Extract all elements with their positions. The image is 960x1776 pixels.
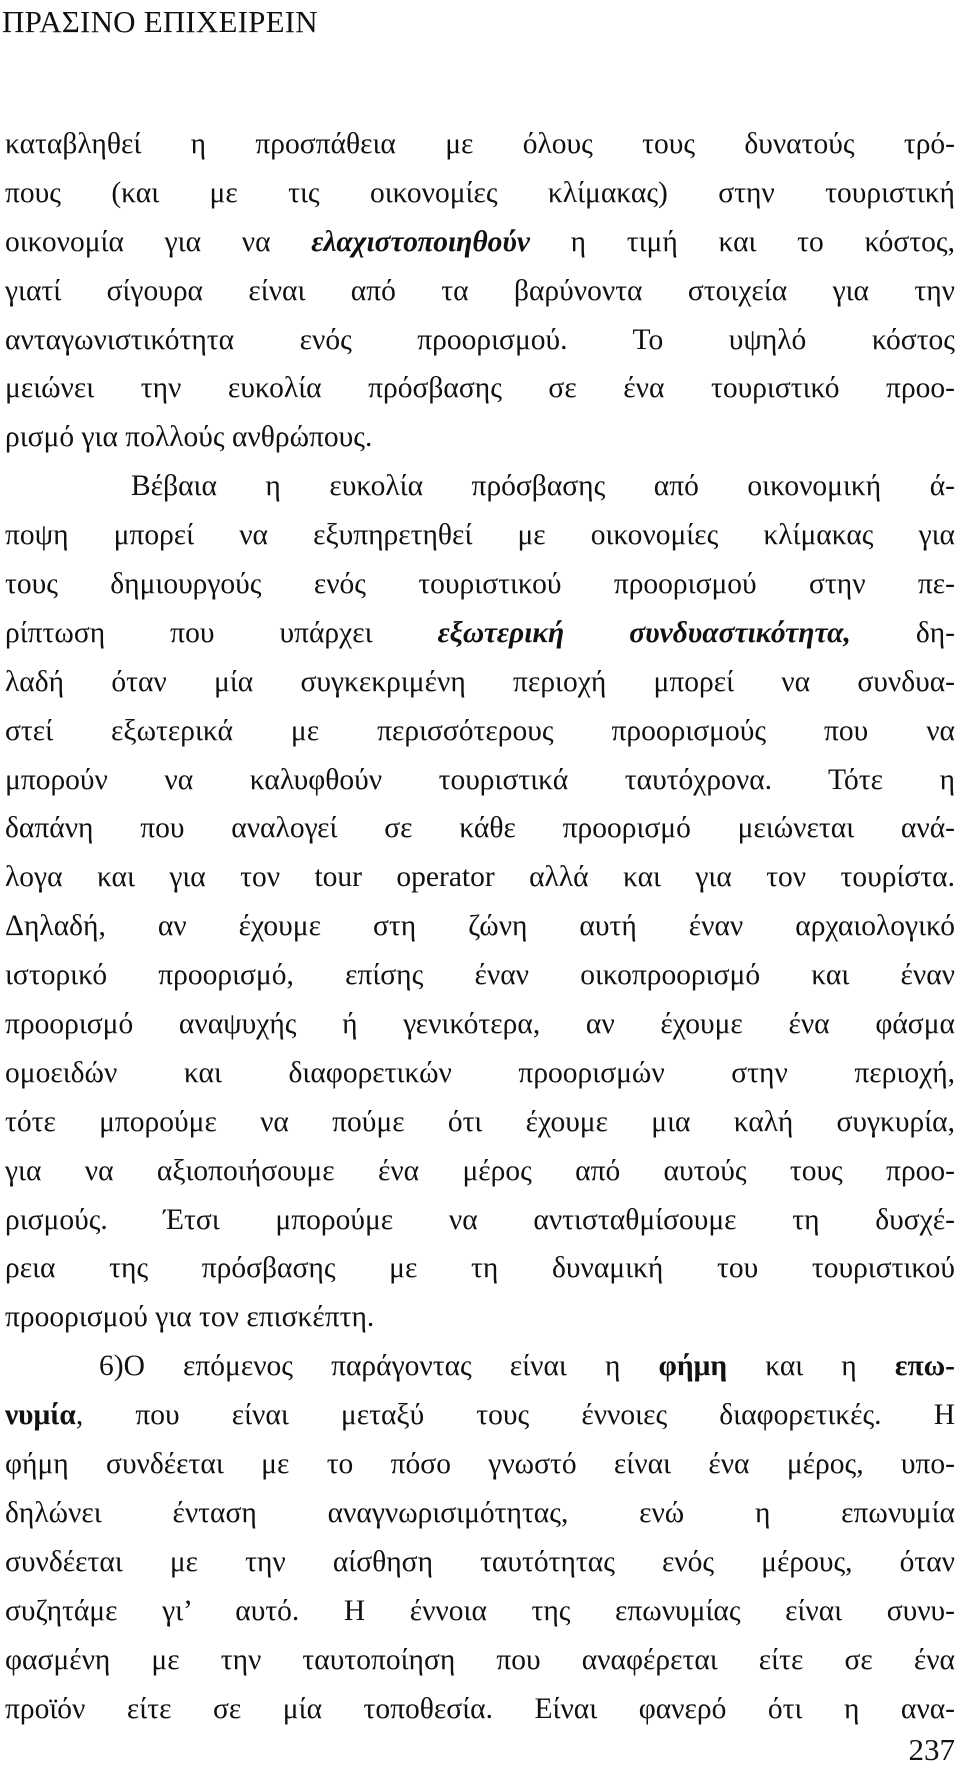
emphasis-term: ελαχιστοποιηθούν — [311, 225, 530, 258]
text-line: ομοειδών και διαφορετικών προορισμών στην περιοχή, — [5, 1056, 955, 1089]
emphasis-term: εξωτερική συνδυαστικότητα, — [437, 616, 851, 649]
text-line: λογα και για τον tour operator αλλά και για τον τουρίστα. — [5, 861, 955, 894]
text-line: ανταγωνιστικότητα ενός προορισμού. Το υψηλό κόστος — [5, 323, 955, 356]
text-line: συνδέεται με την αίσθηση ταυτότητας ενός μέρους, όταν — [5, 1545, 955, 1578]
text-line: συζητάμε γι’ αυτό. Η έννοια της επωνυμίας είναι συνυ- — [5, 1594, 955, 1627]
text-line: μπορούν να καλυφθούν τουριστικά ταυτόχρονα. Τότε η — [5, 763, 955, 796]
text-line: προορισμό αναψυχής ή γενικότερα, αν έχουμε ένα φάσμα — [5, 1008, 955, 1041]
text-line: δηλώνει ένταση αναγνωρισιμότητας, ενώ η επωνυμία — [5, 1496, 955, 1529]
text-line: μειώνει την ευκολία πρόσβασης σε ένα τουριστικό προο- — [5, 372, 955, 405]
text-line: οικονομία για να ελαχιστοποιηθούν η τιμή και το κόστος, — [5, 225, 955, 258]
text-line: δαπάνη που αναλογεί σε κάθε προορισμό μειώνεται ανά- — [5, 812, 955, 845]
text-line: Δηλαδή, αν έχουμε στη ζώνη αυτή έναν αρχαιολογικό — [5, 910, 955, 943]
text-line: λαδή όταν μία συγκεκριμένη περιοχή μπορεί να συνδυα- — [5, 665, 955, 698]
text-line: ιστορικό προορισμό, επίσης έναν οικοπροορισμό και έναν — [5, 959, 955, 992]
text-line: γιατί σίγουρα είναι από τα βαρύνοντα στοιχεία για την — [5, 274, 955, 307]
text-line: φήμη συνδέεται με το πόσο γνωστό είναι ένα μέρος, υπο- — [5, 1448, 955, 1481]
text-line: πους (και με τις οικονομίες κλίμακας) στην τουριστική — [5, 176, 955, 209]
text-line: προϊόν είτε σε μία τοποθεσία. Είναι φανερό ότι η ανα- — [5, 1692, 955, 1725]
text-line: νυμία, που είναι μεταξύ τους έννοιες διαφορετικές. Η — [5, 1399, 955, 1432]
text-line: 6)Ο επόμενος παράγοντας είναι η φήμη και η επω- — [99, 1350, 955, 1383]
text-line: στεί εξωτερικά με περισσότερους προορισμούς που να — [5, 714, 955, 747]
text-line: τότε μπορούμε να πούμε ότι έχουμε μια καλή συγκυρία, — [5, 1105, 955, 1138]
emphasis-term: νυμία — [5, 1399, 76, 1432]
text-line: ρεια της πρόσβασης με τη δυναμική του τουριστικού — [5, 1252, 955, 1285]
page-number: 237 — [908, 1732, 955, 1767]
text-line: τους δημιουργούς ενός τουριστικού προορισμού στην πε- — [5, 568, 955, 601]
emphasis-term: φήμη — [658, 1350, 728, 1383]
text-line: καταβληθεί η προσπάθεια με όλους τους δυνατούς τρό- — [5, 128, 955, 160]
text-line: προορισμού για τον επισκέπτη. — [5, 1301, 375, 1334]
text-line: για να αξιοποιήσουμε ένα μέρος από αυτούς τους προο- — [5, 1154, 955, 1187]
text-line: Βέβαια η ευκολία πρόσβασης από οικονομική ά- — [131, 470, 955, 503]
running-header: ΠΡΑΣΙΝΟ ΕΠΙΧΕΙΡΕΙΝ — [2, 4, 318, 39]
emphasis-term: επω- — [894, 1350, 955, 1383]
text-line: ρισμό για πολλούς ανθρώπους. — [5, 421, 373, 454]
text-line: ρίπτωση που υπάρχει εξωτερική συνδυαστικότητα, δη- — [5, 616, 955, 649]
text-line: φασμένη με την ταυτοποίηση που αναφέρεται είτε σε ένα — [5, 1643, 955, 1676]
text-line: ρισμούς. Έτσι μπορούμε να αντισταθμίσουμε τη δυσχέ- — [5, 1203, 955, 1236]
text-line: ποψη μπορεί να εξυπηρετηθεί με οικονομίες κλίμακας για — [5, 519, 955, 552]
body-text — [5, 120, 955, 1733]
